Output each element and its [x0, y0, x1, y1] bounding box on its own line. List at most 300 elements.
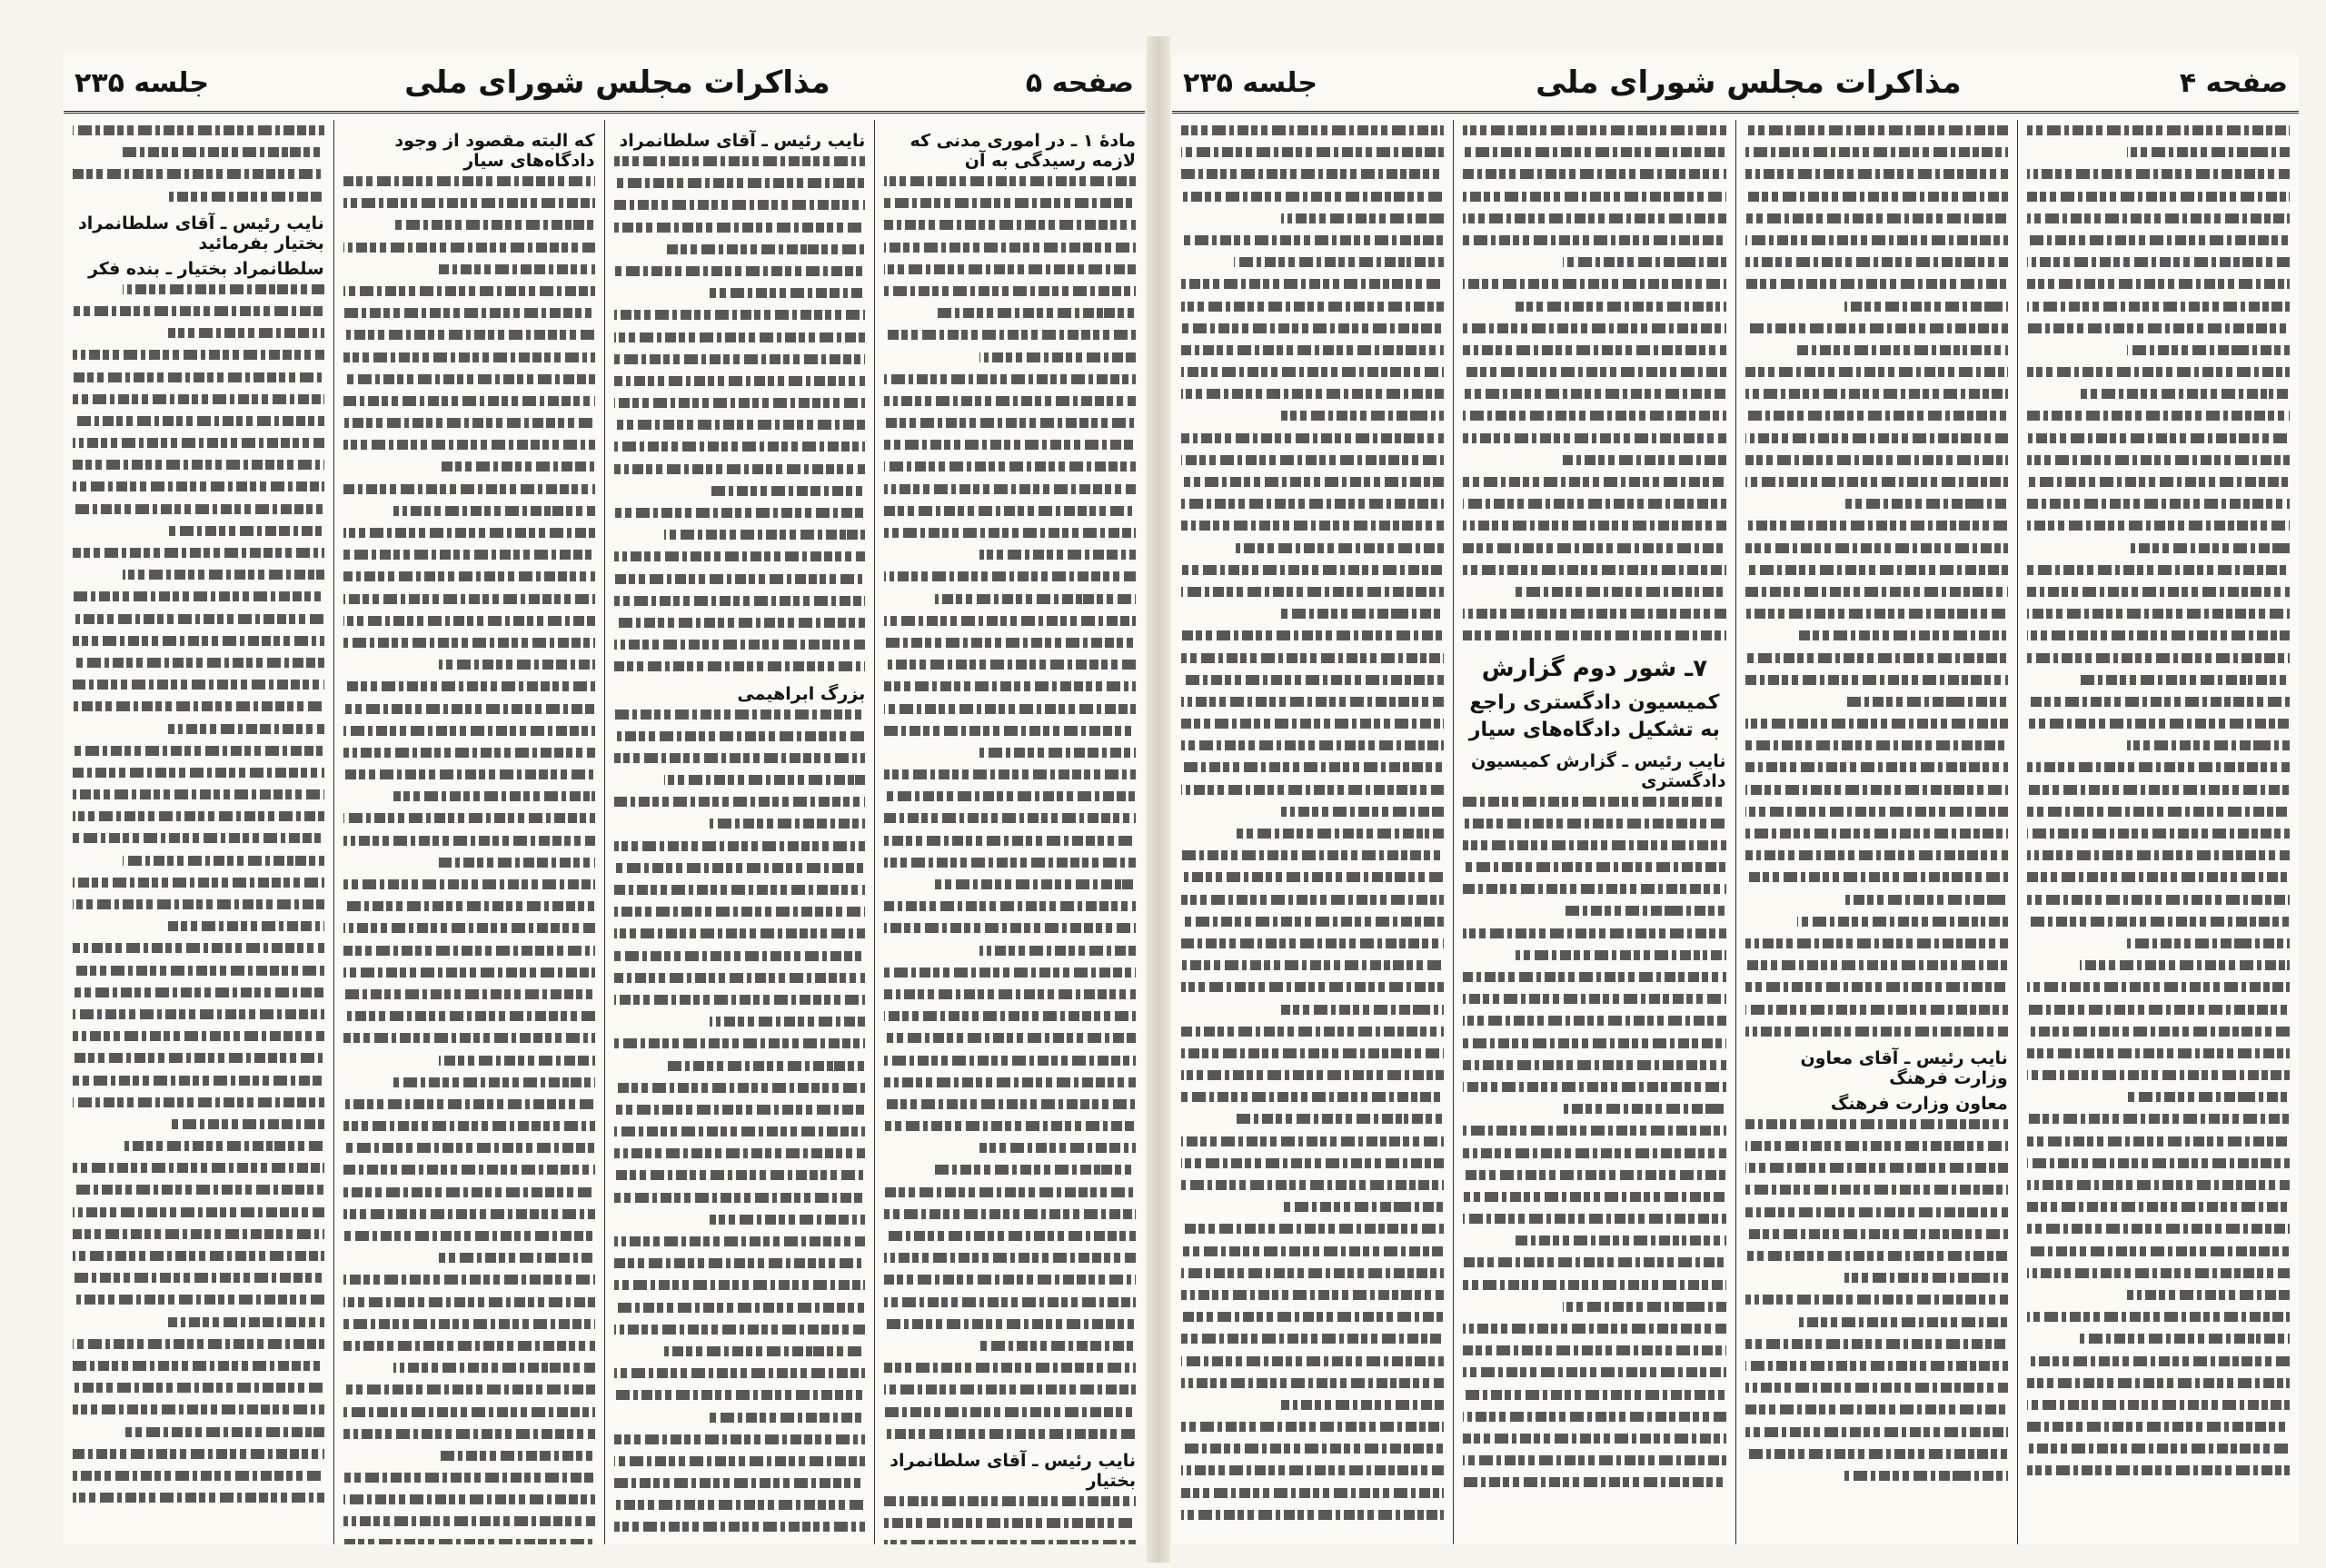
text-line [2027, 1202, 2290, 1212]
text-line [2027, 609, 2290, 619]
speaker-name: نایب رئیس ـ آقای معاون وزارت فرهنگ [1800, 1047, 2008, 1088]
text-line [614, 1390, 866, 1400]
text-line [664, 1346, 865, 1356]
text-line [343, 594, 595, 604]
text-line [73, 701, 324, 711]
text-line [343, 769, 595, 779]
text-line [1745, 1251, 2008, 1261]
text-line [1234, 829, 1444, 839]
text-line [123, 570, 323, 580]
text-line [614, 1148, 866, 1158]
speaker-name: بزرگ ابراهیمی [737, 683, 866, 704]
text-line [1463, 543, 1725, 553]
text-line [1516, 1236, 1725, 1245]
text-line [2027, 1400, 2290, 1410]
text-line [1563, 1104, 1725, 1114]
text-line [1181, 982, 1444, 992]
text-line [1745, 1361, 2008, 1371]
text-line [73, 614, 324, 624]
text-line [1181, 697, 1444, 707]
text-line [2027, 1224, 2290, 1234]
text-block [884, 176, 1136, 1439]
text-line [343, 528, 595, 538]
text-line [1745, 1005, 2008, 1015]
text-line [1844, 499, 2007, 509]
text-line [73, 481, 324, 491]
text-line [439, 660, 595, 670]
text-line [884, 506, 1136, 516]
text-line [2027, 630, 2290, 640]
text-line [73, 548, 324, 558]
text-line [884, 374, 1136, 384]
text-line [614, 1522, 866, 1532]
text-line [614, 223, 866, 233]
text-line [1463, 192, 1725, 202]
text-line [439, 1056, 595, 1066]
text-line [1463, 169, 1725, 179]
text-line [1745, 125, 2008, 135]
text-line [73, 1361, 324, 1371]
left-page-session: جلسه ۲۳۵ [75, 66, 209, 99]
text-line [1181, 1224, 1444, 1234]
text-line [1463, 235, 1725, 245]
text-line [884, 1077, 1136, 1087]
text-line [1745, 147, 2008, 157]
left-column-1 [874, 120, 1145, 1544]
left-page-title: مذاکرات مجلس شورای ملی [404, 65, 830, 101]
text-line [343, 418, 595, 428]
text-line [343, 901, 595, 911]
speaker-name: نایب رئیس ـ گزارش کمیسیون دادگستری [1471, 750, 1726, 791]
text-line [1797, 345, 2007, 355]
text-line [1181, 1312, 1444, 1322]
text-line [614, 1170, 866, 1180]
text-line [614, 710, 866, 719]
text-line [2027, 807, 2290, 817]
text-line [73, 1404, 324, 1414]
text-line [1181, 630, 1444, 640]
text-line [343, 396, 595, 406]
text-line [1797, 917, 2007, 927]
text-line [1745, 785, 2008, 795]
text-line [884, 836, 1136, 846]
text-line [1181, 872, 1444, 882]
text-line [1844, 1471, 2007, 1481]
text-line [73, 987, 324, 997]
text-line [73, 833, 324, 843]
text-line [73, 1471, 324, 1481]
right-page-session: جلسه ۲۳۵ [1183, 66, 1317, 99]
text-line [2027, 1246, 2290, 1256]
text-line [1181, 279, 1444, 289]
speaker-name: سلطانمراد بختیار ـ بنده فکر [87, 258, 324, 279]
text-line [343, 308, 595, 318]
text-line [1181, 1158, 1444, 1168]
text-line [1181, 960, 1444, 970]
text-line [884, 461, 1136, 471]
text-line [884, 1518, 1136, 1528]
text-line [123, 147, 323, 157]
text-line [884, 1363, 1136, 1373]
text-line [1844, 895, 2007, 905]
text-line [614, 797, 866, 807]
text-line [1463, 1390, 1725, 1400]
text-line [1745, 367, 2008, 377]
text-line [2027, 917, 2290, 927]
text-line [2080, 1334, 2290, 1344]
text-line [884, 616, 1136, 626]
text-line [73, 1383, 324, 1393]
text-line [1181, 125, 1444, 135]
left-column-2 [604, 120, 875, 1544]
text-line [884, 440, 1136, 450]
text-line [1463, 279, 1725, 289]
text-line [884, 681, 1136, 691]
text-line [2027, 850, 2290, 860]
text-line [614, 1325, 866, 1335]
text-line [1181, 917, 1444, 927]
text-line [1745, 235, 2008, 245]
text-line [1463, 499, 1725, 509]
text-line [393, 791, 594, 801]
text-line [1181, 367, 1444, 377]
text-line [1181, 565, 1444, 575]
text-line [1181, 455, 1444, 465]
page-gutter [1147, 36, 1170, 1563]
text-line [614, 574, 866, 584]
text-line [73, 416, 324, 426]
text-line [1463, 840, 1725, 850]
text-line [1463, 1192, 1725, 1202]
text-line [884, 1231, 1136, 1241]
text-line [1281, 1400, 1444, 1410]
text-line [1745, 1427, 2008, 1437]
text-line [1463, 884, 1725, 894]
text-line [1463, 323, 1725, 333]
text-block [1745, 1119, 2008, 1481]
text-line [168, 192, 324, 202]
text-line [343, 704, 595, 714]
text-line [123, 284, 323, 294]
text-line [393, 220, 594, 230]
text-line [1844, 1273, 2007, 1283]
text-line [884, 791, 1136, 801]
text-block [2027, 125, 2290, 1080]
text-line [884, 418, 1136, 428]
text-line [73, 1053, 324, 1063]
text-line [1463, 367, 1725, 377]
text-line [73, 1076, 324, 1086]
text-line [1463, 1477, 1725, 1487]
text-line [2027, 411, 2290, 421]
text-line [73, 789, 324, 799]
text-line [168, 328, 324, 338]
text-line [1463, 1367, 1725, 1377]
text-line [884, 660, 1136, 670]
text-line [73, 125, 324, 135]
text-line [1745, 521, 2008, 531]
text-line [343, 879, 595, 889]
right-column-4 [1172, 120, 1453, 1544]
text-line [1181, 719, 1444, 729]
text-line [614, 1105, 866, 1115]
text-line [1181, 1444, 1444, 1454]
text-line [884, 176, 1136, 186]
text-line [439, 1253, 595, 1263]
text-line [1745, 609, 2008, 619]
text-line [2027, 1136, 2290, 1146]
text-line [343, 616, 595, 626]
text-block [1463, 125, 1725, 640]
text-line [614, 266, 866, 276]
text-line [884, 264, 1136, 274]
text-line [439, 858, 595, 868]
text-line [73, 1207, 324, 1217]
text-line [979, 946, 1136, 956]
text-line [614, 731, 866, 741]
text-line [1463, 1082, 1725, 1092]
text-line [2027, 1378, 2290, 1388]
text-line [343, 681, 595, 691]
text-line [884, 726, 1136, 736]
text-line [884, 923, 1136, 933]
text-line [1745, 543, 2008, 553]
text-line [614, 1236, 866, 1246]
text-line [1745, 1185, 2008, 1195]
left-column-3 [333, 120, 604, 1544]
text-line [614, 863, 866, 873]
text-line [73, 169, 324, 179]
text-line [343, 1033, 595, 1043]
text-line [1463, 1345, 1725, 1355]
text-line [1563, 1302, 1725, 1312]
text-line [343, 1494, 595, 1504]
text-line [614, 1478, 866, 1488]
right-page-columns [1172, 120, 2299, 1544]
text-line [1463, 345, 1725, 355]
text-line [614, 1500, 866, 1510]
text-line [1181, 1422, 1444, 1432]
text-line [2027, 1422, 2290, 1432]
text-line [343, 440, 595, 450]
text-line [614, 1038, 866, 1048]
text-line [614, 1434, 866, 1444]
text-line [73, 1251, 324, 1261]
right-page-title: مذاکرات مجلس شورای ملی [1536, 65, 1962, 101]
text-line [614, 178, 866, 188]
text-line [614, 442, 866, 452]
text-line [1745, 587, 2008, 597]
text-line [614, 1083, 866, 1093]
text-line [73, 372, 324, 382]
text-line [2027, 719, 2290, 729]
text-line [614, 640, 866, 650]
text-line [343, 813, 595, 823]
text-line [1463, 433, 1725, 443]
text-line [2027, 785, 2290, 795]
text-line [343, 1473, 595, 1483]
text-line [1281, 411, 1444, 421]
text-line [1745, 477, 2008, 487]
text-line [123, 856, 323, 866]
text-line [884, 1297, 1136, 1307]
text-line [168, 1119, 324, 1129]
text-line [1745, 1119, 2008, 1129]
text-line [1463, 1038, 1725, 1048]
right-column-3 [1453, 120, 1735, 1544]
text-line [343, 176, 595, 186]
text-line [614, 551, 866, 561]
text-line [2127, 938, 2290, 948]
text-line [884, 396, 1136, 406]
text-line [1745, 1207, 2008, 1217]
text-line [1745, 675, 2008, 685]
text-line [73, 878, 324, 888]
text-line [2127, 1092, 2290, 1102]
text-line [1181, 1356, 1444, 1366]
left-page-header [64, 55, 1145, 114]
text-line [73, 636, 324, 646]
text-line [1745, 1339, 2008, 1349]
column-lead-text: مادهٔ ۱ ـ در اموری مدنی که لازمه رسیدگی به آن [910, 131, 1136, 171]
text-line [343, 1297, 595, 1307]
text-block [73, 125, 324, 202]
text-line [1181, 740, 1444, 750]
text-line [2027, 499, 2290, 509]
text-line [1181, 785, 1444, 795]
text-line [2027, 1356, 2290, 1366]
text-line [1181, 762, 1444, 772]
text-line [2027, 125, 2290, 135]
text-line [884, 220, 1136, 230]
text-line [73, 306, 324, 316]
text-block [1181, 125, 1444, 1520]
text-line [343, 571, 595, 581]
text-line [614, 885, 866, 895]
text-line [1463, 1148, 1725, 1158]
text-line [1463, 1324, 1725, 1334]
right-column-1 [2017, 120, 2299, 1544]
text-line [1516, 587, 1725, 597]
text-block [1745, 125, 2008, 1037]
text-line [343, 484, 595, 494]
text-line [343, 330, 595, 340]
text-line [1745, 850, 2008, 860]
text-line [884, 1429, 1136, 1439]
text-line [73, 394, 324, 404]
text-line [1745, 323, 2008, 333]
text-line [614, 907, 866, 917]
text-line [1181, 1378, 1444, 1388]
text-line [1463, 928, 1725, 938]
text-line [884, 484, 1136, 494]
text-line [614, 508, 866, 518]
text-line [1281, 1202, 1444, 1212]
text-line [73, 591, 324, 601]
text-line [1745, 740, 2008, 750]
text-line [614, 156, 866, 166]
text-line [1463, 521, 1725, 531]
text-line [2027, 872, 2290, 882]
text-line [2027, 323, 2290, 333]
text-line [1463, 1060, 1725, 1070]
text-line [1745, 257, 2008, 267]
text-line [343, 550, 595, 560]
text-line [73, 460, 324, 470]
text-line [2027, 653, 2290, 663]
text-line [393, 1077, 594, 1087]
text-line [1463, 565, 1725, 575]
text-block [73, 284, 324, 1503]
text-line [1745, 982, 2008, 992]
right-page-header [1172, 55, 2299, 114]
text-line [393, 1363, 594, 1373]
text-line [884, 989, 1136, 999]
text-line [2127, 543, 2290, 553]
text-line [2027, 697, 2290, 707]
text-line [2127, 147, 2290, 157]
text-line [1844, 302, 2007, 312]
text-line [884, 198, 1136, 208]
text-line [1745, 829, 2008, 839]
text-line [343, 968, 595, 978]
report-subheading: کمیسیون دادگستری راجع به تشکیل دادگاه‌های سیار [1468, 690, 1720, 741]
text-line [1745, 213, 2008, 223]
text-line [1745, 1295, 2008, 1305]
text-line [2027, 235, 2290, 245]
text-line [614, 376, 866, 386]
text-line [1281, 1005, 1444, 1015]
text-line [2027, 213, 2290, 223]
text-line [1181, 895, 1444, 905]
text-line [1463, 411, 1725, 421]
text-line [1745, 1027, 2008, 1037]
text-line [884, 901, 1136, 911]
text-line [884, 1384, 1136, 1394]
text-line [168, 921, 324, 931]
text-line [614, 420, 866, 430]
text-line [614, 928, 866, 938]
text-line [1797, 1317, 2007, 1327]
text-line [614, 995, 866, 1005]
text-line [439, 264, 595, 274]
text-line [2027, 762, 2290, 772]
text-line [884, 813, 1136, 823]
text-line [343, 1011, 595, 1021]
text-line [343, 1275, 595, 1285]
report-heading: ۷ـ شور دوم گزارش [1481, 654, 1708, 682]
text-line [1745, 762, 2008, 772]
text-line [168, 526, 324, 536]
text-line [1463, 1016, 1725, 1026]
text-line [1516, 302, 1725, 312]
text-line [73, 350, 324, 360]
text-line [1463, 630, 1725, 640]
text-line [1745, 938, 2008, 948]
text-line [2027, 1180, 2290, 1190]
text-line [343, 198, 595, 208]
text-line [884, 704, 1136, 714]
text-line [73, 1493, 324, 1503]
text-line [343, 1516, 595, 1526]
text-line [979, 1341, 1136, 1351]
text-line [1463, 1214, 1725, 1224]
left-page-columns [64, 120, 1145, 1544]
text-line [614, 332, 866, 342]
text-line [168, 1317, 324, 1327]
text-line [73, 680, 324, 690]
text-line [343, 638, 595, 648]
